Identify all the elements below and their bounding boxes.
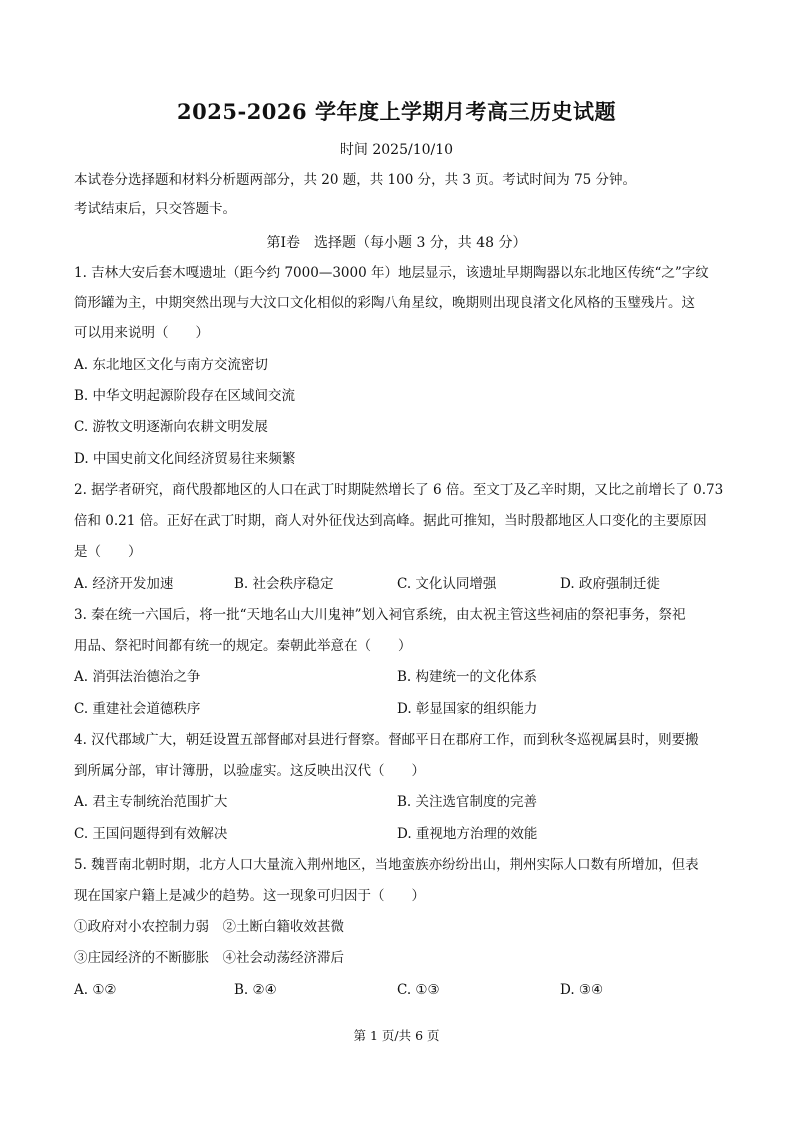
question-1-text: 筒形罐为主，中期突然出现与大汶口文化相似的彩陶八角星纹，晚期则出现良渚文化风格的玉璧残片。这 xyxy=(74,295,695,311)
question-5-statements: ③庄园经济的不断膨胀 ④社会动荡经济滞后 xyxy=(74,950,344,966)
question-5-option-b: B. ②④ xyxy=(234,982,277,998)
question-5-statements: ①政府对小农控制力弱 ②土断白籍收效甚微 xyxy=(74,919,344,935)
page-number: 第 1 页/共 6 页 xyxy=(353,1028,440,1043)
question-5-option-a: A. ①② xyxy=(74,982,117,998)
question-2-text: 是（ ） xyxy=(74,544,142,560)
question-4-option-b: B. 关注选官制度的完善 xyxy=(397,794,538,810)
question-3-option-b: B. 构建统一的文化体系 xyxy=(397,669,538,685)
question-1-option-b: B. 中华文明起源阶段存在区域间交流 xyxy=(74,388,296,404)
question-2-option-a: A. 经济开发加速 xyxy=(74,576,174,592)
question-3-text: 用品、祭祀时间都有统一的规定。秦朝此举意在（ ） xyxy=(74,638,412,654)
question-2-text: 倍和 0.21 倍。正好在武丁时期，商人对外征伐达到高峰。据此可推知，当时殷都地区人口变化的主要原因 xyxy=(74,513,707,529)
question-1-text: 可以用来说明（ ） xyxy=(74,325,209,341)
question-5-option-d: D. ③④ xyxy=(560,982,604,998)
intro-line: 本试卷分选择题和材料分析题两部分，共 20 题，共 100 分，共 3 页。考试时间为 75 分钟。 xyxy=(74,172,637,188)
question-4-option-d: D. 重视地方治理的效能 xyxy=(397,826,538,842)
question-4-option-c: C. 王国问题得到有效解决 xyxy=(74,826,228,842)
intro-line: 考试结束后，只交答题卡。 xyxy=(74,201,236,217)
question-5-text: 5. 魏晋南北朝时期，北方人口大量流入荆州地区，当地蛮族亦纷纷出山，荆州实际人口数有所增加，但表 xyxy=(74,857,699,873)
question-3-text: 3. 秦在统一六国后，将一批“天地名山大川鬼神”划入祠官系统，由太祝主管这些祠庙的祭祀事务，祭祀 xyxy=(74,607,686,623)
exam-time: 时间 2025/10/10 xyxy=(339,142,454,158)
question-5-option-c: C. ①③ xyxy=(397,982,440,998)
question-2-option-b: B. 社会秩序稳定 xyxy=(234,576,334,592)
question-5-text: 现在国家户籍上是减少的趋势。这一现象可归因于（ ） xyxy=(74,888,425,904)
question-2-option-c: C. 文化认同增强 xyxy=(397,576,497,592)
question-2-option-d: D. 政府强制迁徙 xyxy=(560,576,660,592)
question-3-option-d: D. 彰显国家的组织能力 xyxy=(397,701,538,717)
question-1-text: 1. 吉林大安后套木嘎遗址（距今约 7000—3000 年）地层显示，该遗址早期陶器以东北地区传统“之”字纹 xyxy=(74,265,709,281)
question-4-option-a: A. 君主专制统治范围扩大 xyxy=(74,794,228,810)
question-2-text: 2. 据学者研究，商代殷都地区的人口在武丁时期陡然增长了 6 倍。至文丁及乙辛时期，又比之前增长了 0.73 xyxy=(74,482,724,498)
question-1-option-d: D. 中国史前文化间经济贸易往来频繁 xyxy=(74,451,296,467)
question-4-text: 到所属分部，审计簿册，以验虚实。这反映出汉代（ ） xyxy=(74,763,425,779)
question-1-option-a: A. 东北地区文化与南方交流密切 xyxy=(74,357,268,373)
question-3-option-c: C. 重建社会道德秩序 xyxy=(74,701,201,717)
exam-title: 2025-2026 学年度上学期月考高三历史试题 xyxy=(177,99,616,124)
question-1-option-c: C. 游牧文明逐渐向农耕文明发展 xyxy=(74,419,268,435)
question-3-option-a: A. 消弭法治德治之争 xyxy=(74,669,201,685)
section-heading: 第Ⅰ卷 选择题（每小题 3 分，共 48 分） xyxy=(266,235,527,251)
question-4-text: 4. 汉代郡域广大，朝廷设置五部督邮对县进行督察。督邮平日在郡府工作，而到秋冬巡视属县时，则要搬 xyxy=(74,732,699,748)
